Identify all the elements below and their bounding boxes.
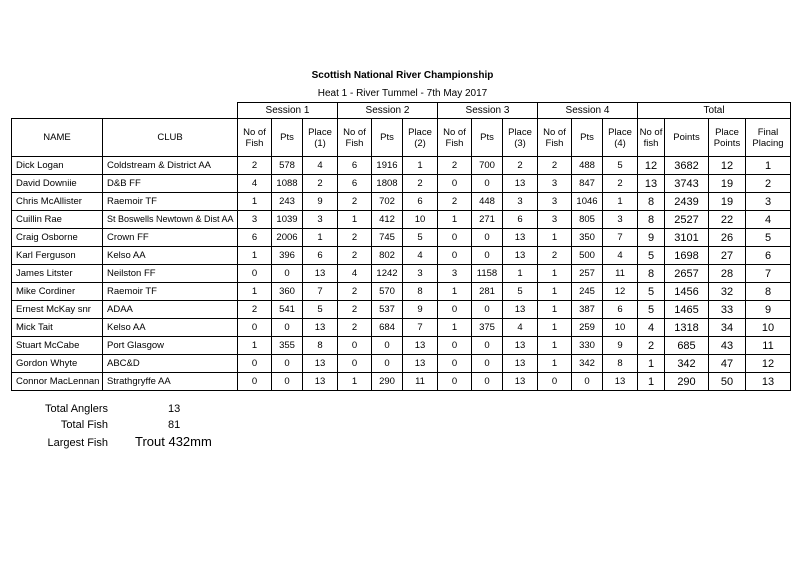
s4-pts-cell: 387 bbox=[572, 301, 603, 319]
s3-pts-cell: 271 bbox=[472, 211, 503, 229]
angler-name: Karl Ferguson bbox=[12, 247, 103, 265]
s4-place-cell: 8 bbox=[603, 355, 638, 373]
results-table bbox=[11, 102, 791, 391]
s1-fish-cell: 1 bbox=[238, 283, 272, 301]
s2-place-header: Place (2) bbox=[403, 119, 438, 157]
total-fish-cell: 5 bbox=[638, 283, 665, 301]
s1-place-cell: 13 bbox=[303, 373, 338, 391]
s1-pts-cell: 355 bbox=[272, 337, 303, 355]
place-points-cell: 22 bbox=[709, 211, 746, 229]
s1-fish-cell: 1 bbox=[238, 193, 272, 211]
s1-place-cell: 13 bbox=[303, 265, 338, 283]
s2-fish-cell: 6 bbox=[338, 157, 372, 175]
s2-fish-cell: 2 bbox=[338, 193, 372, 211]
place-points-cell: 47 bbox=[709, 355, 746, 373]
s2-place-cell: 2 bbox=[403, 175, 438, 193]
s2-pts-cell: 684 bbox=[372, 319, 403, 337]
largest-fish-value: Trout 432mm bbox=[135, 434, 212, 449]
place-points-header: Place Points bbox=[709, 119, 746, 157]
s4-pts-cell: 847 bbox=[572, 175, 603, 193]
s3-pts-cell: 0 bbox=[472, 337, 503, 355]
largest-fish-label: Largest Fish bbox=[47, 437, 108, 449]
total-fish-cell: 1 bbox=[638, 355, 665, 373]
s1-pts-cell: 0 bbox=[272, 265, 303, 283]
s4-fish-cell: 3 bbox=[538, 211, 572, 229]
s2-fish-cell: 0 bbox=[338, 355, 372, 373]
s1-pts-header: Pts bbox=[272, 119, 303, 157]
angler-name: James Litster bbox=[12, 265, 103, 283]
angler-name: Mike Cordiner bbox=[12, 283, 103, 301]
s1-place-cell: 6 bbox=[303, 247, 338, 265]
total-fish-header: No of fish bbox=[638, 119, 665, 157]
s2-pts-cell: 570 bbox=[372, 283, 403, 301]
place-points-cell: 33 bbox=[709, 301, 746, 319]
place-points-cell: 43 bbox=[709, 337, 746, 355]
s3-fish-cell: 0 bbox=[438, 337, 472, 355]
final-placing-cell: 9 bbox=[746, 301, 791, 319]
total-fish-cell: 4 bbox=[638, 319, 665, 337]
s4-fish-cell: 1 bbox=[538, 301, 572, 319]
table-row bbox=[12, 229, 791, 247]
s3-pts-cell: 0 bbox=[472, 229, 503, 247]
angler-name: Stuart McCabe bbox=[12, 337, 103, 355]
s1-fish-header: No of Fish bbox=[238, 119, 272, 157]
s2-pts-cell: 0 bbox=[372, 355, 403, 373]
s3-place-cell: 4 bbox=[503, 319, 538, 337]
place-points-cell: 28 bbox=[709, 265, 746, 283]
s1-fish-cell: 0 bbox=[238, 265, 272, 283]
s3-pts-cell: 448 bbox=[472, 193, 503, 211]
total-points-cell: 2527 bbox=[665, 211, 709, 229]
s3-pts-cell: 1158 bbox=[472, 265, 503, 283]
place-points-cell: 19 bbox=[709, 175, 746, 193]
s3-pts-cell: 281 bbox=[472, 283, 503, 301]
final-placing-cell: 8 bbox=[746, 283, 791, 301]
club-name: Neilston FF bbox=[103, 265, 238, 283]
s2-fish-cell: 4 bbox=[338, 265, 372, 283]
s3-place-cell: 3 bbox=[503, 193, 538, 211]
s3-place-cell: 2 bbox=[503, 157, 538, 175]
s1-fish-cell: 1 bbox=[238, 337, 272, 355]
table-row bbox=[12, 211, 791, 229]
s1-place-cell: 3 bbox=[303, 211, 338, 229]
total-fish-cell: 12 bbox=[638, 157, 665, 175]
s1-pts-cell: 541 bbox=[272, 301, 303, 319]
total-fish-cell: 1 bbox=[638, 373, 665, 391]
s3-place-cell: 13 bbox=[503, 175, 538, 193]
total-points-cell: 290 bbox=[665, 373, 709, 391]
s4-fish-cell: 0 bbox=[538, 373, 572, 391]
s2-fish-header: No of Fish bbox=[338, 119, 372, 157]
s1-pts-cell: 1088 bbox=[272, 175, 303, 193]
s4-pts-cell: 805 bbox=[572, 211, 603, 229]
total-fish-cell: 13 bbox=[638, 175, 665, 193]
s4-fish-cell: 3 bbox=[538, 193, 572, 211]
s3-fish-cell: 2 bbox=[438, 193, 472, 211]
s3-pts-header: Pts bbox=[472, 119, 503, 157]
final-placing-cell: 13 bbox=[746, 373, 791, 391]
total-points-cell: 2439 bbox=[665, 193, 709, 211]
s4-place-cell: 9 bbox=[603, 337, 638, 355]
place-points-cell: 27 bbox=[709, 247, 746, 265]
s4-fish-cell: 1 bbox=[538, 283, 572, 301]
s2-pts-cell: 290 bbox=[372, 373, 403, 391]
place-points-cell: 12 bbox=[709, 157, 746, 175]
name-header: NAME bbox=[12, 119, 103, 157]
total-points-cell: 685 bbox=[665, 337, 709, 355]
total-fish-cell: 5 bbox=[638, 247, 665, 265]
s4-place-cell: 1 bbox=[603, 193, 638, 211]
total-anglers-label: Total Anglers bbox=[45, 403, 108, 415]
s3-place-cell: 6 bbox=[503, 211, 538, 229]
s2-pts-cell: 745 bbox=[372, 229, 403, 247]
table-row bbox=[12, 283, 791, 301]
s3-fish-cell: 0 bbox=[438, 355, 472, 373]
s4-pts-cell: 350 bbox=[572, 229, 603, 247]
s2-fish-cell: 6 bbox=[338, 175, 372, 193]
s2-pts-header: Pts bbox=[372, 119, 403, 157]
total-fish-cell: 8 bbox=[638, 193, 665, 211]
s1-fish-cell: 0 bbox=[238, 373, 272, 391]
s4-place-cell: 6 bbox=[603, 301, 638, 319]
club-name: Port Glasgow bbox=[103, 337, 238, 355]
s2-pts-cell: 1242 bbox=[372, 265, 403, 283]
table-row bbox=[12, 193, 791, 211]
table-row bbox=[12, 175, 791, 193]
club-name: St Boswells Newtown & Dist AA bbox=[103, 211, 238, 229]
s1-pts-cell: 2006 bbox=[272, 229, 303, 247]
s4-place-cell: 3 bbox=[603, 211, 638, 229]
s4-fish-cell: 2 bbox=[538, 157, 572, 175]
table-row bbox=[12, 355, 791, 373]
s4-pts-header: Pts bbox=[572, 119, 603, 157]
column-header-row bbox=[12, 119, 791, 157]
s3-fish-cell: 1 bbox=[438, 283, 472, 301]
s1-pts-cell: 360 bbox=[272, 283, 303, 301]
club-name: Raemoir TF bbox=[103, 283, 238, 301]
s2-place-cell: 6 bbox=[403, 193, 438, 211]
s3-pts-cell: 0 bbox=[472, 175, 503, 193]
s1-fish-cell: 4 bbox=[238, 175, 272, 193]
final-placing-cell: 6 bbox=[746, 247, 791, 265]
s2-place-cell: 4 bbox=[403, 247, 438, 265]
s2-fish-cell: 1 bbox=[338, 211, 372, 229]
s2-place-cell: 7 bbox=[403, 319, 438, 337]
s4-pts-cell: 245 bbox=[572, 283, 603, 301]
s2-pts-cell: 1808 bbox=[372, 175, 403, 193]
club-name: Strathgryffe AA bbox=[103, 373, 238, 391]
s1-fish-cell: 0 bbox=[238, 355, 272, 373]
s1-fish-cell: 6 bbox=[238, 229, 272, 247]
s1-fish-cell: 3 bbox=[238, 211, 272, 229]
table-row bbox=[12, 319, 791, 337]
s4-place-header: Place (4) bbox=[603, 119, 638, 157]
s3-place-cell: 13 bbox=[503, 247, 538, 265]
total-points-cell: 3743 bbox=[665, 175, 709, 193]
s3-place-cell: 1 bbox=[503, 265, 538, 283]
final-placing-header: Final Placing bbox=[746, 119, 791, 157]
session-3-header: Session 3 bbox=[438, 103, 538, 119]
s2-place-cell: 10 bbox=[403, 211, 438, 229]
angler-name: Connor MacLennan bbox=[12, 373, 103, 391]
total-fish-cell: 8 bbox=[638, 211, 665, 229]
s2-pts-cell: 0 bbox=[372, 337, 403, 355]
session-header-row bbox=[12, 103, 791, 119]
total-points-cell: 3101 bbox=[665, 229, 709, 247]
session-4-header: Session 4 bbox=[538, 103, 638, 119]
table-row bbox=[12, 157, 791, 175]
s3-fish-cell: 2 bbox=[438, 157, 472, 175]
angler-name: Cuillin Rae bbox=[12, 211, 103, 229]
s4-fish-cell: 2 bbox=[538, 247, 572, 265]
final-placing-cell: 5 bbox=[746, 229, 791, 247]
s3-fish-cell: 1 bbox=[438, 319, 472, 337]
s3-place-cell: 5 bbox=[503, 283, 538, 301]
s3-pts-cell: 0 bbox=[472, 355, 503, 373]
s4-fish-cell: 1 bbox=[538, 319, 572, 337]
s4-fish-cell: 1 bbox=[538, 265, 572, 283]
club-name: Coldstream & District AA bbox=[103, 157, 238, 175]
club-name: Crown FF bbox=[103, 229, 238, 247]
s1-pts-cell: 243 bbox=[272, 193, 303, 211]
s1-place-cell: 13 bbox=[303, 319, 338, 337]
s1-fish-cell: 2 bbox=[238, 157, 272, 175]
s3-fish-cell: 0 bbox=[438, 301, 472, 319]
table-row bbox=[12, 247, 791, 265]
s4-pts-cell: 342 bbox=[572, 355, 603, 373]
s3-pts-cell: 0 bbox=[472, 373, 503, 391]
total-fish-value: 81 bbox=[168, 419, 181, 431]
table-row bbox=[12, 373, 791, 391]
blank-cell bbox=[12, 103, 238, 119]
s4-place-cell: 11 bbox=[603, 265, 638, 283]
club-name: Kelso AA bbox=[103, 319, 238, 337]
total-fish-label: Total Fish bbox=[60, 419, 108, 431]
s2-place-cell: 3 bbox=[403, 265, 438, 283]
s2-pts-cell: 537 bbox=[372, 301, 403, 319]
s2-place-cell: 11 bbox=[403, 373, 438, 391]
s3-fish-cell: 3 bbox=[438, 265, 472, 283]
s4-fish-cell: 1 bbox=[538, 355, 572, 373]
total-points-cell: 342 bbox=[665, 355, 709, 373]
s1-fish-cell: 0 bbox=[238, 319, 272, 337]
s3-place-header: Place (3) bbox=[503, 119, 538, 157]
total-points-cell: 1465 bbox=[665, 301, 709, 319]
s4-pts-cell: 500 bbox=[572, 247, 603, 265]
s3-fish-header: No of Fish bbox=[438, 119, 472, 157]
final-placing-cell: 3 bbox=[746, 193, 791, 211]
s2-place-cell: 5 bbox=[403, 229, 438, 247]
final-placing-cell: 10 bbox=[746, 319, 791, 337]
club-name: ADAA bbox=[103, 301, 238, 319]
s1-pts-cell: 1039 bbox=[272, 211, 303, 229]
s1-place-cell: 2 bbox=[303, 175, 338, 193]
final-placing-cell: 2 bbox=[746, 175, 791, 193]
table-row bbox=[12, 337, 791, 355]
s4-pts-cell: 0 bbox=[572, 373, 603, 391]
angler-name: Dick Logan bbox=[12, 157, 103, 175]
s2-pts-cell: 412 bbox=[372, 211, 403, 229]
table-row bbox=[12, 265, 791, 283]
s2-pts-cell: 802 bbox=[372, 247, 403, 265]
s1-pts-cell: 0 bbox=[272, 319, 303, 337]
angler-name: David Downiie bbox=[12, 175, 103, 193]
s4-fish-cell: 1 bbox=[538, 229, 572, 247]
s3-pts-cell: 0 bbox=[472, 301, 503, 319]
s4-pts-cell: 330 bbox=[572, 337, 603, 355]
s3-pts-cell: 375 bbox=[472, 319, 503, 337]
document-title: Scottish National River Championship bbox=[311, 70, 494, 81]
s3-pts-cell: 0 bbox=[472, 247, 503, 265]
s1-fish-cell: 2 bbox=[238, 301, 272, 319]
s4-place-cell: 4 bbox=[603, 247, 638, 265]
total-points-cell: 1318 bbox=[665, 319, 709, 337]
s1-fish-cell: 1 bbox=[238, 247, 272, 265]
angler-name: Chris McAllister bbox=[12, 193, 103, 211]
s3-place-cell: 13 bbox=[503, 337, 538, 355]
s1-place-cell: 5 bbox=[303, 301, 338, 319]
club-name: D&B FF bbox=[103, 175, 238, 193]
club-header: CLUB bbox=[103, 119, 238, 157]
s2-pts-cell: 1916 bbox=[372, 157, 403, 175]
club-name: Raemoir TF bbox=[103, 193, 238, 211]
s2-place-cell: 9 bbox=[403, 301, 438, 319]
s2-fish-cell: 2 bbox=[338, 301, 372, 319]
s4-fish-cell: 3 bbox=[538, 175, 572, 193]
place-points-cell: 34 bbox=[709, 319, 746, 337]
s4-fish-header: No of Fish bbox=[538, 119, 572, 157]
club-name: Kelso AA bbox=[103, 247, 238, 265]
angler-name: Craig Osborne bbox=[12, 229, 103, 247]
s4-pts-cell: 257 bbox=[572, 265, 603, 283]
angler-name: Mick Tait bbox=[12, 319, 103, 337]
s4-fish-cell: 1 bbox=[538, 337, 572, 355]
total-points-cell: 3682 bbox=[665, 157, 709, 175]
points-header: Points bbox=[665, 119, 709, 157]
s2-fish-cell: 2 bbox=[338, 247, 372, 265]
s3-fish-cell: 0 bbox=[438, 373, 472, 391]
s4-place-cell: 2 bbox=[603, 175, 638, 193]
final-placing-cell: 7 bbox=[746, 265, 791, 283]
s3-fish-cell: 0 bbox=[438, 229, 472, 247]
final-placing-cell: 1 bbox=[746, 157, 791, 175]
s2-fish-cell: 1 bbox=[338, 373, 372, 391]
s2-place-cell: 8 bbox=[403, 283, 438, 301]
total-anglers-value: 13 bbox=[168, 403, 181, 415]
s1-place-header: Place (1) bbox=[303, 119, 338, 157]
total-points-cell: 2657 bbox=[665, 265, 709, 283]
s1-place-cell: 8 bbox=[303, 337, 338, 355]
session-2-header: Session 2 bbox=[338, 103, 438, 119]
s4-place-cell: 5 bbox=[603, 157, 638, 175]
s1-place-cell: 13 bbox=[303, 355, 338, 373]
place-points-cell: 32 bbox=[709, 283, 746, 301]
total-points-cell: 1698 bbox=[665, 247, 709, 265]
s1-place-cell: 4 bbox=[303, 157, 338, 175]
s2-pts-cell: 702 bbox=[372, 193, 403, 211]
s3-place-cell: 13 bbox=[503, 373, 538, 391]
total-fish-cell: 8 bbox=[638, 265, 665, 283]
total-header: Total bbox=[638, 103, 791, 119]
angler-name: Ernest McKay snr bbox=[12, 301, 103, 319]
s1-pts-cell: 578 bbox=[272, 157, 303, 175]
s2-fish-cell: 2 bbox=[338, 319, 372, 337]
final-placing-cell: 11 bbox=[746, 337, 791, 355]
s3-place-cell: 13 bbox=[503, 301, 538, 319]
s3-fish-cell: 1 bbox=[438, 211, 472, 229]
s1-place-cell: 1 bbox=[303, 229, 338, 247]
s2-place-cell: 13 bbox=[403, 337, 438, 355]
s2-fish-cell: 2 bbox=[338, 229, 372, 247]
s4-place-cell: 10 bbox=[603, 319, 638, 337]
club-name: ABC&D bbox=[103, 355, 238, 373]
total-fish-cell: 9 bbox=[638, 229, 665, 247]
table-row bbox=[12, 301, 791, 319]
s2-place-cell: 1 bbox=[403, 157, 438, 175]
s2-fish-cell: 0 bbox=[338, 337, 372, 355]
angler-name: Gordon Whyte bbox=[12, 355, 103, 373]
place-points-cell: 50 bbox=[709, 373, 746, 391]
s3-place-cell: 13 bbox=[503, 229, 538, 247]
s4-place-cell: 13 bbox=[603, 373, 638, 391]
s1-pts-cell: 396 bbox=[272, 247, 303, 265]
s1-pts-cell: 0 bbox=[272, 355, 303, 373]
place-points-cell: 19 bbox=[709, 193, 746, 211]
s2-place-cell: 13 bbox=[403, 355, 438, 373]
s4-place-cell: 7 bbox=[603, 229, 638, 247]
s4-pts-cell: 259 bbox=[572, 319, 603, 337]
s4-pts-cell: 488 bbox=[572, 157, 603, 175]
place-points-cell: 26 bbox=[709, 229, 746, 247]
s2-fish-cell: 2 bbox=[338, 283, 372, 301]
session-1-header: Session 1 bbox=[238, 103, 338, 119]
s3-fish-cell: 0 bbox=[438, 247, 472, 265]
s4-place-cell: 12 bbox=[603, 283, 638, 301]
s1-place-cell: 9 bbox=[303, 193, 338, 211]
total-points-cell: 1456 bbox=[665, 283, 709, 301]
s3-place-cell: 13 bbox=[503, 355, 538, 373]
s3-pts-cell: 700 bbox=[472, 157, 503, 175]
s1-place-cell: 7 bbox=[303, 283, 338, 301]
total-fish-cell: 2 bbox=[638, 337, 665, 355]
s1-pts-cell: 0 bbox=[272, 373, 303, 391]
s4-pts-cell: 1046 bbox=[572, 193, 603, 211]
final-placing-cell: 4 bbox=[746, 211, 791, 229]
total-fish-cell: 5 bbox=[638, 301, 665, 319]
s3-fish-cell: 0 bbox=[438, 175, 472, 193]
final-placing-cell: 12 bbox=[746, 355, 791, 373]
document-subtitle: Heat 1 - River Tummel - 7th May 2017 bbox=[317, 88, 488, 99]
